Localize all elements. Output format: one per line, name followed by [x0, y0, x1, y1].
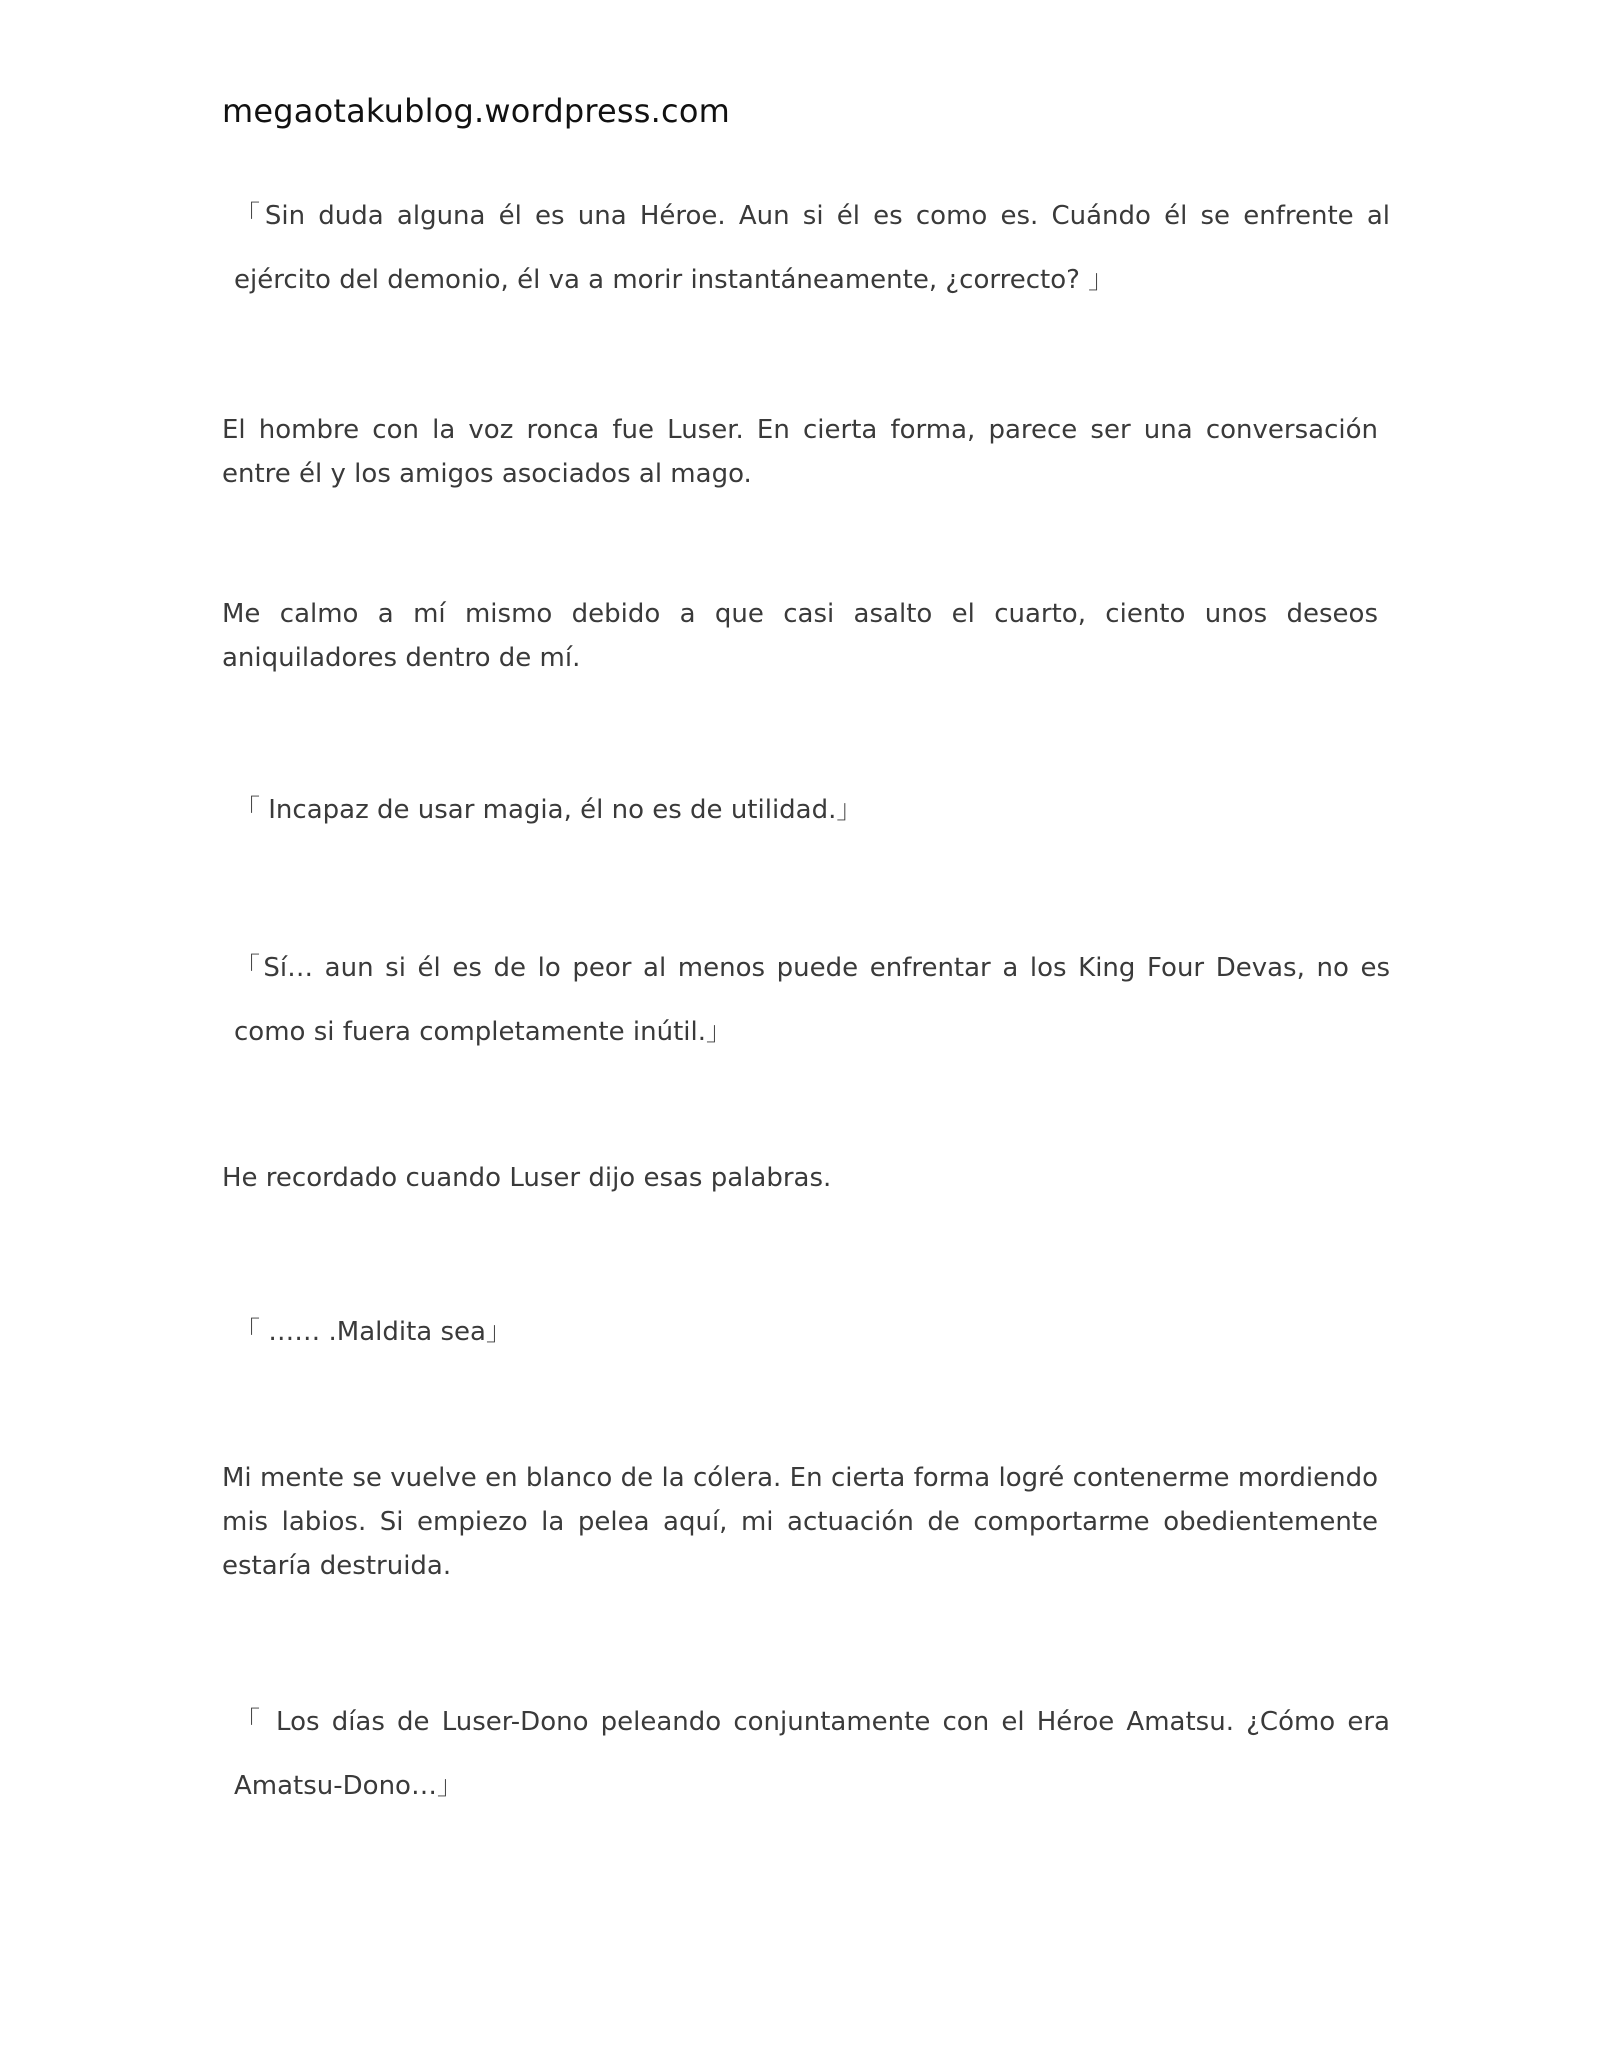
paragraph-dialogue-2: 「 Incapaz de usar magia, él no es de utilidad.」 — [234, 795, 863, 825]
paragraph-narration-4: Mi mente se vuelve en blanco de la cólera. En cierta forma logré contenerme mordiendo mis labios. Si empiezo la pelea aquí, mi actuación de comportarme obedientemente estaría destruida. — [222, 1463, 1378, 1581]
paragraph-narration-3: He recordado cuando Luser dijo esas palabras. — [222, 1163, 832, 1193]
paragraph-dialogue-3: 「Sí… aun si él es de lo peor al menos puede enfrentar a los King Four Devas, no es como si fuera completamente inútil.」 — [234, 953, 1390, 1047]
paragraph-narration-1: El hombre con la voz ronca fue Luser. En cierta forma, parece ser una conversación entre él y los amigos asociados al mago. — [222, 415, 1378, 489]
paragraph-dialogue-4: 「 …… .Maldita sea」 — [234, 1317, 512, 1347]
site-header: megaotakublog.wordpress.com — [222, 92, 730, 130]
paragraph-dialogue-5: 「 Los días de Luser-Dono peleando conjuntamente con el Héroe Amatsu. ¿Cómo era Amatsu-Dono…」 — [234, 1707, 1390, 1801]
paragraph-narration-2: Me calmo a mí mismo debido a que casi asalto el cuarto, ciento unos deseos aniquiladores dentro de mí. — [222, 599, 1378, 673]
paragraph-dialogue-1: 「Sin duda alguna él es una Héroe. Aun si él es como es. Cuándo él se enfrente al ejército del demonio, él va a morir instantáneamente, ¿correcto? 」 — [234, 201, 1390, 295]
